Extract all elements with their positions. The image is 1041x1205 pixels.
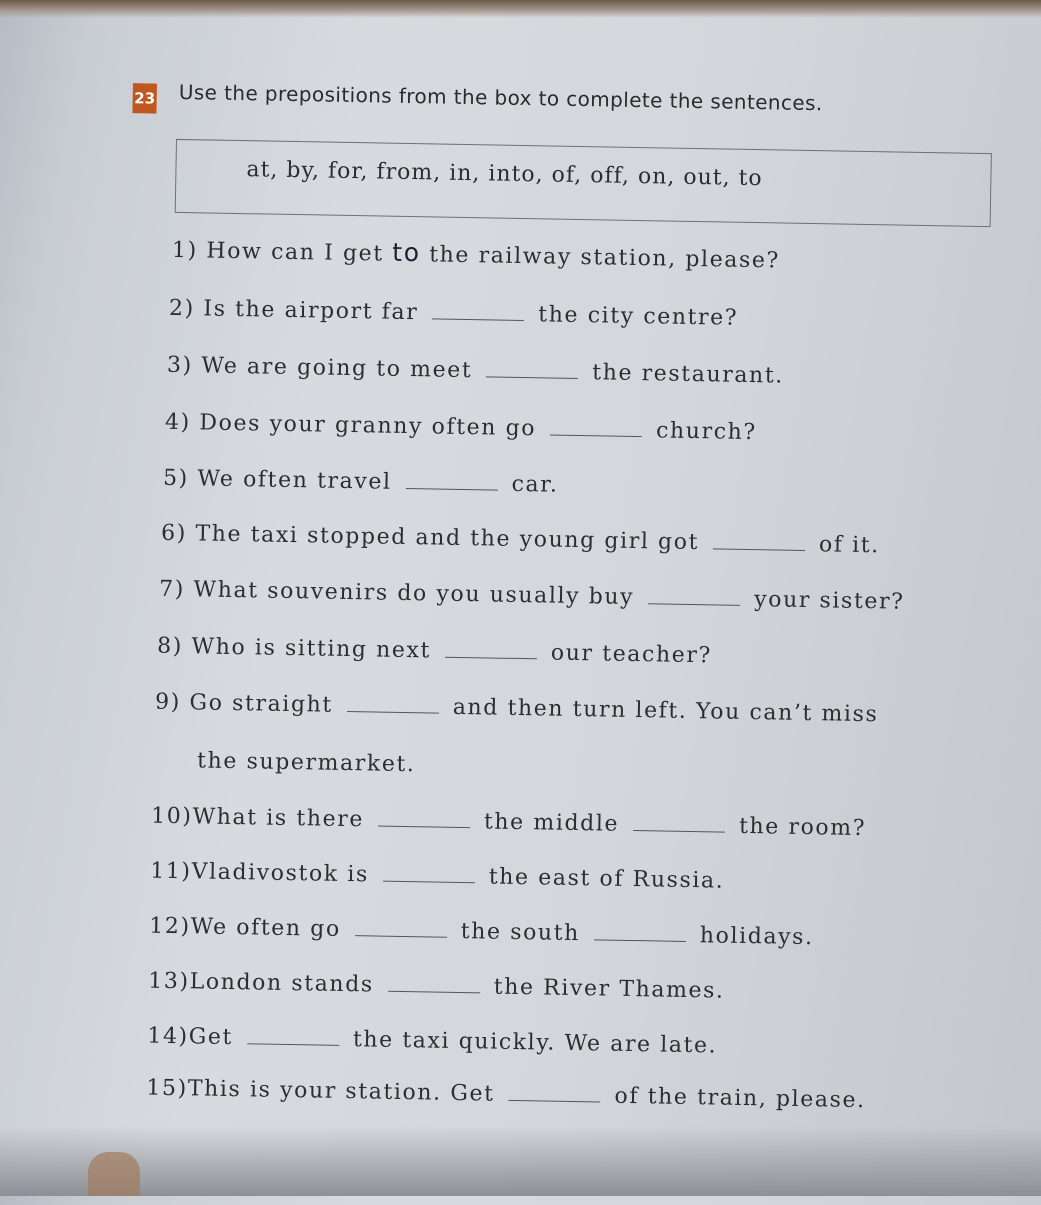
sentence-15 (146, 1076, 866, 1114)
sentence-text: the city centre? (538, 302, 739, 331)
sentence-2 (169, 296, 739, 331)
sentence-text: We often go (190, 914, 342, 942)
sentence-text: the River Thames. (493, 974, 725, 1004)
sentence-number: 1) (171, 237, 199, 264)
sentence-number: 4) (164, 409, 192, 436)
sentence-text: the railway station, please? (428, 242, 781, 274)
sentence-text: The taxi stopped and the young girl got (195, 521, 700, 556)
sentence-number: 12) (149, 913, 191, 940)
sentence-3 (167, 353, 784, 389)
sentence-number: 7) (158, 576, 186, 603)
sentence-text: the taxi quickly. We are late. (352, 1027, 718, 1059)
sentence-4 (165, 410, 757, 445)
sentence-text: church? (655, 418, 757, 446)
sentence-text: car. (511, 471, 559, 498)
thumb (88, 1152, 140, 1196)
sentence-text: Go straight (189, 690, 334, 718)
sentence-10 (151, 804, 866, 841)
exercise-number-badge: 23 (132, 83, 157, 113)
sentence-11 (150, 859, 725, 894)
sentence-text: We often travel (197, 466, 392, 495)
sentence-7 (159, 577, 905, 615)
answer-blank[interactable] (383, 867, 475, 884)
preposition-box (175, 139, 992, 227)
sentence-13 (148, 969, 725, 1004)
answer-blank[interactable] (247, 1029, 339, 1046)
sentence-text: the east of Russia. (488, 864, 725, 894)
sentence-text: Get (188, 1024, 234, 1051)
sentence-text: your sister? (753, 587, 905, 615)
sentence-text: of it. (818, 532, 881, 559)
exercise-instruction: Use the prepositions from the box to complete the sentences. (178, 79, 823, 116)
sentence-text: the room? (738, 813, 867, 842)
sentence-text: the middle (483, 809, 620, 837)
sentence-number: 3) (166, 352, 194, 379)
sentence-text: the restaurant. (592, 360, 785, 389)
sentence-14 (147, 1024, 717, 1059)
answer-blank[interactable] (633, 816, 725, 833)
answer-blank[interactable] (432, 304, 524, 321)
answer-blank[interactable] (388, 977, 480, 994)
sentence-text: and then turn left. You can’t miss (452, 694, 879, 728)
answer-blank[interactable] (594, 925, 686, 942)
sentence-number: 15) (146, 1075, 189, 1102)
sentence-text: We are going to meet (201, 353, 473, 384)
preposition-list: at, by, for, from, in, into, of, off, on, out, to (246, 157, 763, 192)
sentence-number: 14) (147, 1023, 189, 1050)
sentence-text: of the train, please. (614, 1083, 866, 1114)
sentence-text: the south (460, 919, 581, 947)
sentence-8 (157, 634, 712, 669)
sentence-text: What is there (192, 804, 365, 833)
sentence-5 (163, 466, 559, 498)
sentence-number: 10) (150, 803, 193, 830)
handwritten-answer: to (392, 237, 421, 268)
answer-blank[interactable] (508, 1086, 600, 1103)
sentence-text: holidays. (699, 923, 814, 951)
sentence-number: 8) (156, 633, 184, 660)
answer-blank[interactable] (378, 812, 470, 829)
answer-blank[interactable] (445, 643, 537, 660)
sentence-text: our teacher? (550, 640, 713, 669)
answer-blank[interactable] (405, 474, 497, 491)
answer-blank[interactable] (550, 421, 642, 438)
sentence-number: 9) (154, 689, 182, 716)
answer-blank[interactable] (648, 589, 740, 606)
sentence-1 (172, 234, 780, 274)
sentence-number: 6) (160, 520, 188, 547)
sentence-number: 2) (168, 295, 196, 322)
sentence-text: Is the airport far (203, 296, 419, 326)
page-shadow (0, 1126, 1041, 1196)
sentence-text: This is your station. Get (187, 1076, 495, 1107)
answer-blank[interactable] (355, 921, 447, 938)
sentence-text: Does your granny often go (199, 410, 537, 442)
sentence-12 (149, 914, 814, 951)
sentence-text: Vladivostok is (191, 859, 370, 888)
sentence-number: 13) (148, 968, 190, 995)
sentence-text: What souvenirs do you usually buy (193, 577, 635, 610)
sentence-number: 11) (149, 858, 192, 885)
answer-blank[interactable] (347, 697, 439, 714)
sentence-text: Who is sitting next (191, 634, 432, 664)
sentence-6 (161, 521, 880, 559)
sentence-number: 5) (162, 465, 190, 492)
answer-blank[interactable] (486, 362, 578, 379)
sentence-text: London stands (189, 969, 374, 998)
sentence-9-continued: the supermarket. (196, 748, 416, 778)
answer-blank[interactable] (713, 534, 805, 551)
sentence-9 (155, 690, 879, 728)
sentence-text: How can I get (206, 238, 384, 267)
